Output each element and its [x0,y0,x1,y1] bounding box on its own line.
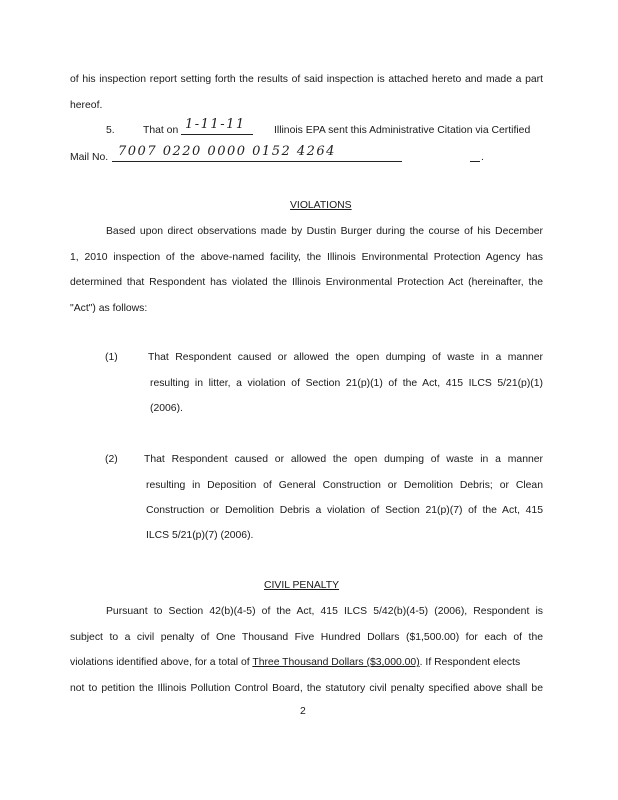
violation-line: Construction or Demolition Debris a violation of Section 21(p)(7) of the Act, 415 [146,505,543,516]
handwritten-date: 1-11-11 [185,117,246,132]
violation-line: (2006). [150,403,183,414]
paragraph-line: not to petition the Illinois Pollution Control Board, the statutory civil penalty specified above shall be [70,683,543,694]
paragraph-line: Pursuant to Section 42(b)(4-5) of the Act, 415 ILCS 5/42(b)(4-5) (2006), Respondent is [106,606,543,617]
paragraph-line: "Act") as follows: [70,303,148,314]
short-blank [470,149,480,162]
violation-line: That Respondent caused or allowed the open dumping of waste in a manner [144,454,543,465]
item-text: Illinois EPA sent this Administrative Citation via Certified [274,125,531,136]
violation-line: resulting in Deposition of General Construction or Demolition Debris; or Clean [146,480,543,491]
paragraph-line: subject to a civil penalty of One Thousand Five Hundred Dollars ($1,500.00) for each of the [70,632,543,643]
item-number: 5. [106,125,115,136]
paragraph-line: of his inspection report setting forth the results of said inspection is attached hereto and made a part [70,74,543,85]
paragraph-line: 1, 2010 inspection of the above-named facility, the Illinois Environmental Protection Agency has [70,252,543,263]
paragraph-line: determined that Respondent has violated the Illinois Environmental Protection Act (hereinafter, the [70,277,543,288]
violation-line: ILCS 5/21(p)(7) (2006). [146,530,254,541]
violation-line: That Respondent caused or allowed the open dumping of waste in a manner [148,352,543,363]
trailing-period: . [481,152,484,163]
date-blank [181,122,253,135]
mail-number-blank [112,149,402,162]
civil-penalty-heading: CIVIL PENALTY [264,580,340,591]
violation-line: resulting in litter, a violation of Section 21(p)(1) of the Act, 415 ILCS 5/21(p)(1) [150,378,543,389]
penalty-total: Three Thousand Dollars ($3,000.00) [252,657,420,668]
paragraph-line: hereof. [70,100,103,111]
penalty-text: violations identified above, for a total of [70,657,250,668]
item-text: That on [143,125,179,136]
paragraph-line [70,656,543,669]
violation-number: (1) [105,352,118,363]
mail-label: Mail No. [70,152,109,163]
penalty-text: . If Respondent elects [419,657,521,668]
violation-number: (2) [105,454,118,465]
paragraph-line: Based upon direct observations made by Dustin Burger during the course of his December [106,226,543,237]
violations-heading: VIOLATIONS [290,200,352,211]
handwritten-mail-number: 7007 0220 0000 0152 4264 [118,144,336,159]
page-number: 2 [300,706,306,717]
